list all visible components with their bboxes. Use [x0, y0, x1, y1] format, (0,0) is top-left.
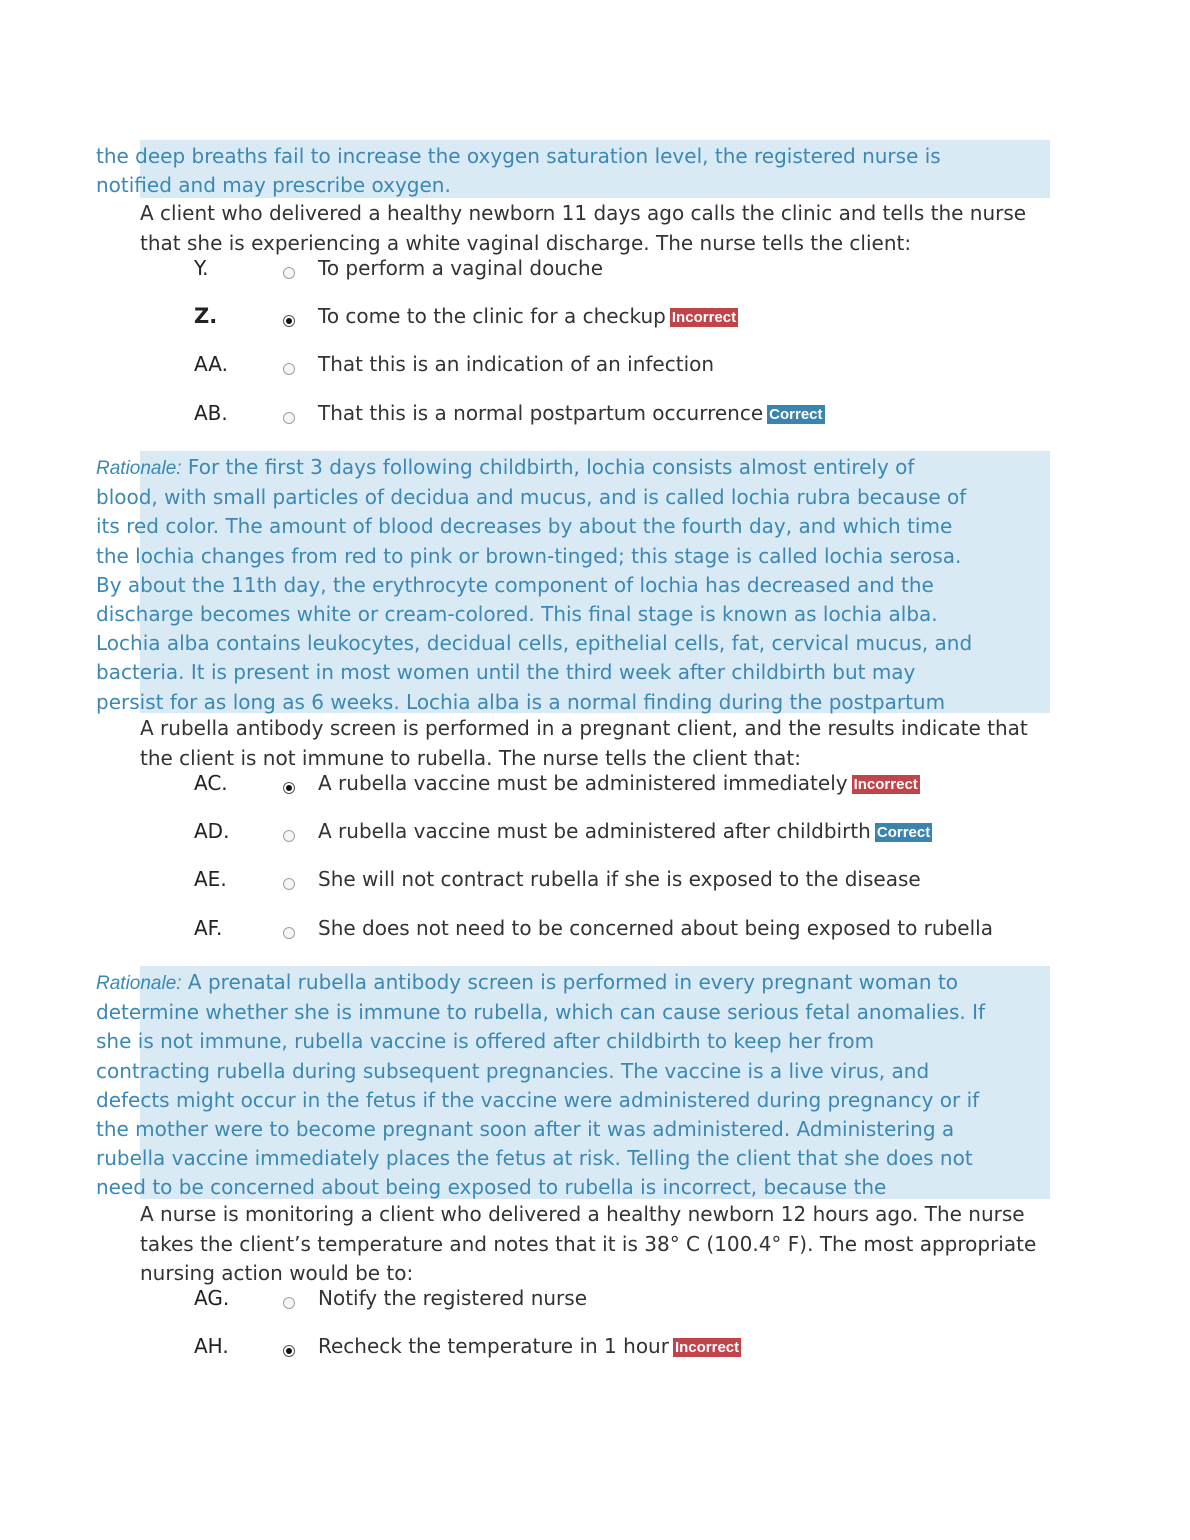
radio-button[interactable]: [283, 927, 295, 939]
rationale-block: [96, 140, 1050, 198]
radio-button[interactable]: [283, 267, 295, 279]
rationale-label: Rationale:: [96, 458, 182, 479]
rationale-line: persist for as long as 6 weeks. Lochia alba is a normal finding during the postpartum: [96, 689, 946, 714]
rationale-line: [96, 453, 1050, 483]
option-label: Recheck the temperature in 1 hour: [318, 1334, 669, 1358]
option-letter: AE.: [194, 867, 227, 891]
option-text: [318, 916, 993, 940]
option-label: Notify the registered nurse: [318, 1286, 588, 1310]
option-label: To come to the clinic for a checkup: [318, 304, 666, 328]
radio-button[interactable]: [283, 830, 295, 842]
rationale-line: Lochia alba contains leukocytes, decidual cells, epithelial cells, fat, cervical mucus, and: [96, 631, 973, 656]
rationale-text: [96, 968, 1050, 1203]
option-letter: AC.: [194, 771, 228, 795]
option-letter: AB.: [194, 401, 228, 425]
rationale-label: Rationale:: [96, 973, 182, 994]
rationale-block: [96, 966, 1050, 1199]
option-text: [318, 256, 603, 280]
incorrect-badge: Incorrect: [671, 309, 737, 326]
option-letter: AF.: [194, 916, 223, 940]
correct-badge: Correct: [769, 406, 823, 423]
incorrect-badge: Incorrect: [674, 1339, 740, 1356]
option-label: She will not contract rubella if she is exposed to the disease: [318, 867, 921, 891]
option-text: [318, 352, 714, 376]
rationale-line: contracting rubella during subsequent pregnancies. The vaccine is a live virus, and: [96, 1058, 930, 1083]
rationale-text: [96, 453, 1050, 717]
option-letter: Y.: [194, 256, 209, 280]
radio-button[interactable]: [283, 1297, 295, 1309]
option-text: [318, 401, 825, 425]
option-text: [318, 304, 738, 328]
radio-button[interactable]: [283, 412, 295, 424]
rationale-line-text: For the first 3 days following childbirth, lochia consists almost entirely of: [181, 455, 915, 479]
rationale-line: By about the 11th day, the erythrocyte component of lochia has decreased and the: [96, 572, 934, 597]
rationale-line: need to be concerned about being exposed to rubella is incorrect, because the: [96, 1175, 887, 1200]
question-stem: A rubella antibody screen is performed in a pregnant client, and the results indicate that the client is not immune to rubella. The nurse tells the client that:: [140, 716, 1028, 770]
radio-button-selected[interactable]: [283, 1345, 295, 1357]
rationale-line: notified and may prescribe oxygen.: [96, 173, 451, 198]
rationale-line: its red color. The amount of blood decreases by about the fourth day, and which time: [96, 514, 953, 539]
option-label: That this is an indication of an infection: [318, 352, 715, 376]
radio-button-selected[interactable]: [283, 315, 295, 327]
rationale-line: bacteria. It is present in most women until the third week after childbirth but may: [96, 660, 916, 685]
correct-badge: Correct: [876, 824, 931, 841]
radio-button-selected[interactable]: [283, 782, 295, 794]
question-stem: A client who delivered a healthy newborn 11 days ago calls the clinic and tells the nurse that she is experiencing a white vaginal discharge. The nurse tells the client:: [140, 201, 1027, 255]
option-text: [318, 1334, 741, 1358]
option-letter: AH.: [194, 1334, 229, 1358]
rationale-line: the mother were to become pregnant soon after it was administered. Administering a: [96, 1117, 955, 1142]
question-stem: A nurse is monitoring a client who delivered a healthy newborn 12 hours ago. The nurse takes the client’s temperature and notes that it is 38° C (100.4° F). The most appropriate nursing action would be to:: [140, 1202, 1037, 1285]
radio-button[interactable]: [283, 878, 295, 890]
rationale-line: the lochia changes from red to pink or brown-tinged; this stage is called lochia serosa.: [96, 543, 962, 568]
option-text: [318, 771, 920, 795]
option-text: [318, 1286, 587, 1310]
option-letter: AD.: [194, 819, 230, 843]
rationale-line: determine whether she is immune to rubella, which can cause serious fetal anomalies. If: [96, 1000, 986, 1025]
rationale-line: rubella vaccine immediately places the fetus at risk. Telling the client that she does not: [96, 1146, 973, 1171]
option-text: [318, 867, 921, 891]
option-letter: AG.: [194, 1286, 230, 1310]
option-letter: AA.: [194, 352, 228, 376]
rationale-text: [96, 142, 1050, 200]
option-label: A rubella vaccine must be administered immediately: [318, 771, 848, 795]
rationale-line-text: A prenatal rubella antibody screen is performed in every pregnant woman to: [181, 970, 959, 994]
rationale-line: defects might occur in the fetus if the vaccine were administered during pregnancy or if: [96, 1087, 980, 1112]
rationale-line: the deep breaths fail to increase the oxygen saturation level, the registered nurse is: [96, 144, 941, 168]
rationale-block: [96, 451, 1050, 713]
option-letter: Z.: [194, 304, 218, 328]
option-label: That this is a normal postpartum occurrence: [318, 401, 764, 425]
rationale-line: discharge becomes white or cream-colored. This final stage is known as lochia alba.: [96, 602, 938, 627]
rationale-line: [96, 968, 1050, 998]
rationale-line: she is not immune, rubella vaccine is offered after childbirth to keep her from: [96, 1029, 875, 1054]
option-label: A rubella vaccine must be administered after childbirth: [318, 819, 871, 843]
option-label: She does not need to be concerned about being exposed to rubella: [318, 916, 993, 940]
incorrect-badge: Incorrect: [853, 776, 918, 793]
radio-button[interactable]: [283, 363, 295, 375]
rationale-line: blood, with small particles of decidua and mucus, and is called lochia rubra because of: [96, 485, 967, 510]
option-text: [318, 819, 932, 843]
option-label: To perform a vaginal douche: [318, 256, 604, 280]
